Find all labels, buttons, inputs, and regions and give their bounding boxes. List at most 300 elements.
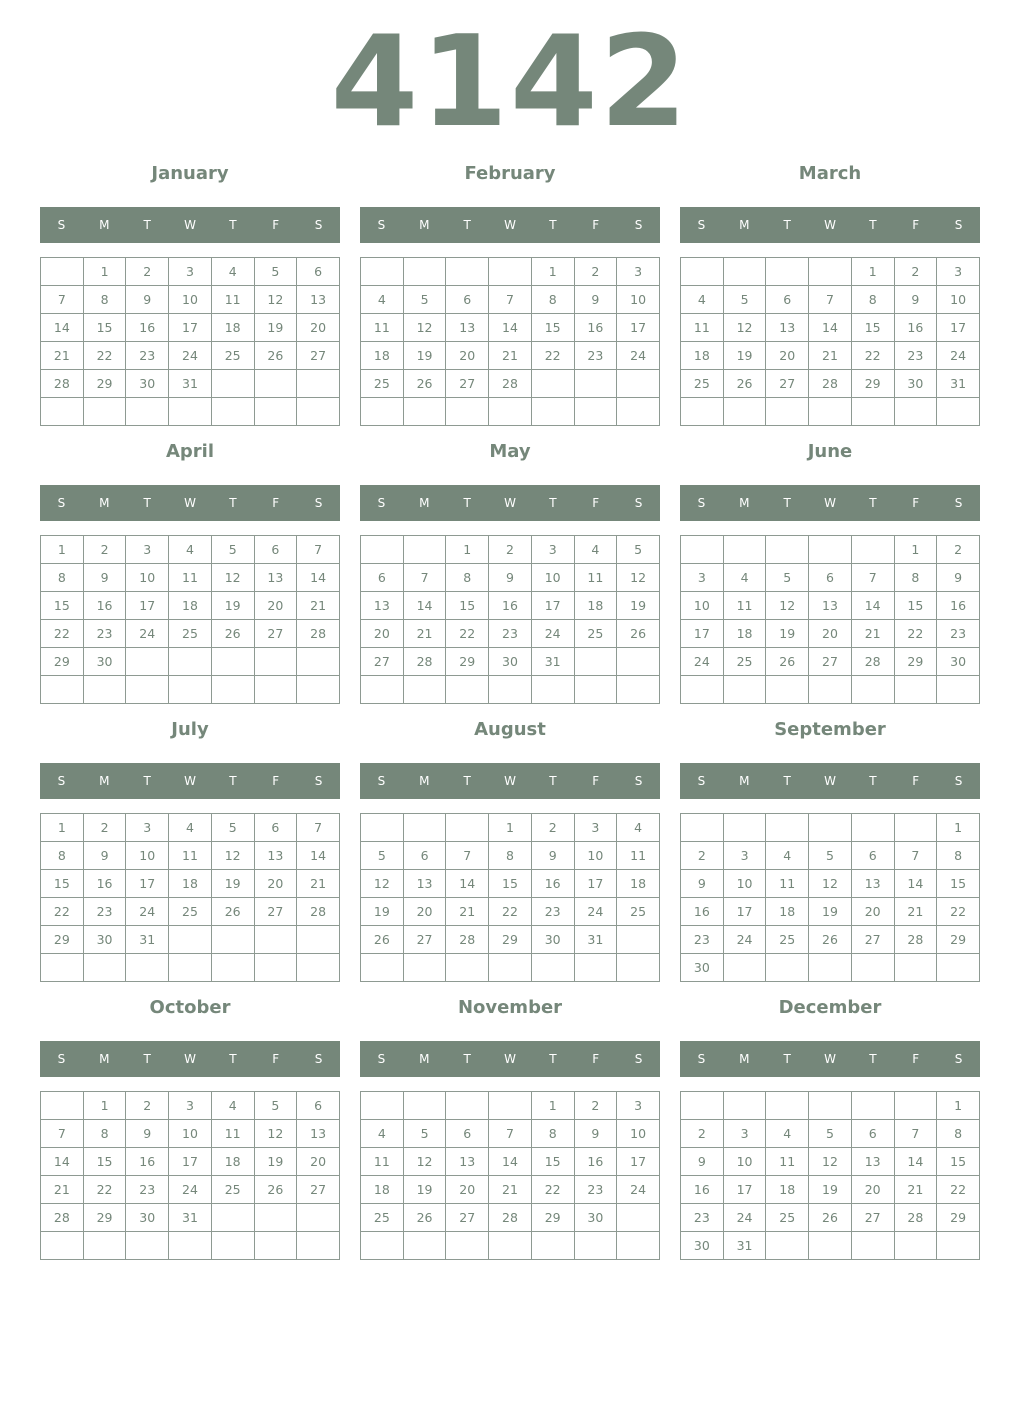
weekday-header: F <box>272 496 280 510</box>
week-row <box>41 1176 340 1204</box>
week-row <box>681 536 980 564</box>
weekday-header: S <box>697 774 706 788</box>
week-row <box>361 1120 660 1148</box>
empty-day-cell <box>361 954 404 982</box>
day-cell: 29 <box>446 648 489 676</box>
day-cell: 4 <box>681 286 724 314</box>
empty-day-cell <box>851 536 894 564</box>
day-cell: 2 <box>894 258 937 286</box>
day-cell: 15 <box>531 314 574 342</box>
day-cell: 25 <box>723 648 766 676</box>
day-cell: 24 <box>169 342 212 370</box>
day-cell: 7 <box>297 536 340 564</box>
day-cell: 27 <box>809 648 852 676</box>
day-cell: 10 <box>169 1120 212 1148</box>
week-row <box>41 342 340 370</box>
weekday-header: S <box>697 496 706 510</box>
day-cell: 12 <box>617 564 660 592</box>
day-cell: 28 <box>403 648 446 676</box>
weekday-header: M <box>99 496 110 510</box>
day-cell: 7 <box>894 842 937 870</box>
day-cell: 12 <box>211 564 254 592</box>
day-cell: 11 <box>361 1148 404 1176</box>
weekday-header: S <box>314 496 323 510</box>
day-cell: 10 <box>617 286 660 314</box>
day-cell: 21 <box>297 592 340 620</box>
weekday-header: T <box>783 218 791 232</box>
week-row <box>361 564 660 592</box>
day-cell: 3 <box>169 1092 212 1120</box>
week-row <box>41 1092 340 1120</box>
day-cell: 31 <box>169 370 212 398</box>
day-cell: 17 <box>574 870 617 898</box>
weekday-header: T <box>463 774 471 788</box>
day-cell: 19 <box>809 898 852 926</box>
day-cell: 7 <box>851 564 894 592</box>
month-name: May <box>489 441 531 462</box>
day-cell: 18 <box>766 1176 809 1204</box>
day-cell: 1 <box>83 258 126 286</box>
day-cell: 23 <box>126 1176 169 1204</box>
empty-day-cell <box>531 398 574 426</box>
day-cell: 4 <box>211 258 254 286</box>
day-cell: 7 <box>489 286 532 314</box>
weekday-header: T <box>783 1052 791 1066</box>
empty-day-cell <box>446 398 489 426</box>
day-cell: 9 <box>574 1120 617 1148</box>
weekday-header: T <box>869 774 877 788</box>
weekday-header-row <box>680 207 980 243</box>
day-grid <box>360 813 660 982</box>
empty-day-cell <box>489 1232 532 1260</box>
weekday-header: S <box>57 218 66 232</box>
day-cell: 26 <box>254 1176 297 1204</box>
day-cell: 30 <box>894 370 937 398</box>
day-cell: 15 <box>489 870 532 898</box>
day-cell: 9 <box>126 1120 169 1148</box>
day-cell: 31 <box>574 926 617 954</box>
empty-day-cell <box>254 676 297 704</box>
day-cell: 11 <box>169 842 212 870</box>
day-cell: 3 <box>617 258 660 286</box>
day-cell: 25 <box>766 926 809 954</box>
weekday-header: F <box>912 1052 920 1066</box>
weekday-header: T <box>549 774 557 788</box>
weekday-header: M <box>419 774 430 788</box>
day-cell: 23 <box>681 926 724 954</box>
day-cell: 30 <box>681 954 724 982</box>
weekday-header: F <box>592 1052 600 1066</box>
day-cell: 31 <box>531 648 574 676</box>
day-cell: 25 <box>211 342 254 370</box>
empty-day-cell <box>361 258 404 286</box>
day-cell: 30 <box>574 1204 617 1232</box>
empty-day-cell <box>211 926 254 954</box>
day-cell: 26 <box>617 620 660 648</box>
day-cell: 16 <box>681 898 724 926</box>
empty-day-cell <box>809 1092 852 1120</box>
day-cell: 20 <box>851 898 894 926</box>
weekday-header: S <box>377 496 386 510</box>
empty-day-cell <box>681 258 724 286</box>
empty-day-cell <box>254 954 297 982</box>
week-row <box>361 870 660 898</box>
empty-day-cell <box>617 676 660 704</box>
empty-day-cell <box>126 1232 169 1260</box>
empty-day-cell <box>809 258 852 286</box>
day-cell: 19 <box>211 870 254 898</box>
empty-day-cell <box>723 398 766 426</box>
empty-day-cell <box>489 954 532 982</box>
empty-day-cell <box>766 814 809 842</box>
weekday-header: T <box>549 218 557 232</box>
day-cell: 18 <box>574 592 617 620</box>
day-cell: 11 <box>681 314 724 342</box>
empty-day-cell <box>169 1232 212 1260</box>
empty-day-cell <box>766 1092 809 1120</box>
weekday-header-row <box>40 485 340 521</box>
weekday-header: M <box>99 1052 110 1066</box>
day-cell: 24 <box>126 898 169 926</box>
weekday-header: M <box>419 218 430 232</box>
empty-day-cell <box>809 954 852 982</box>
day-cell: 2 <box>531 814 574 842</box>
weekday-header: S <box>697 1052 706 1066</box>
empty-day-cell <box>41 1092 84 1120</box>
day-cell: 13 <box>403 870 446 898</box>
empty-day-cell <box>937 954 980 982</box>
day-cell: 20 <box>254 592 297 620</box>
weekday-header: S <box>634 1052 643 1066</box>
weekday-header: S <box>954 774 963 788</box>
empty-day-cell <box>574 648 617 676</box>
empty-day-cell <box>361 676 404 704</box>
day-cell: 25 <box>574 620 617 648</box>
week-row <box>41 870 340 898</box>
day-cell: 15 <box>41 592 84 620</box>
day-cell: 1 <box>446 536 489 564</box>
day-cell: 12 <box>403 1148 446 1176</box>
day-cell: 10 <box>126 564 169 592</box>
day-cell: 19 <box>361 898 404 926</box>
day-cell: 15 <box>83 1148 126 1176</box>
day-cell: 10 <box>531 564 574 592</box>
month-february <box>360 160 660 428</box>
week-row <box>681 286 980 314</box>
empty-day-cell <box>297 954 340 982</box>
week-row <box>681 398 980 426</box>
weekday-header: F <box>592 774 600 788</box>
day-cell: 29 <box>937 1204 980 1232</box>
day-cell: 12 <box>254 1120 297 1148</box>
day-cell: 13 <box>297 286 340 314</box>
empty-day-cell <box>489 1092 532 1120</box>
week-row <box>681 1204 980 1232</box>
day-cell: 17 <box>723 1176 766 1204</box>
day-cell: 9 <box>681 870 724 898</box>
day-cell: 18 <box>169 870 212 898</box>
weekday-header: T <box>143 774 151 788</box>
empty-day-cell <box>531 370 574 398</box>
week-row <box>361 258 660 286</box>
day-cell: 25 <box>361 1204 404 1232</box>
day-cell: 30 <box>681 1232 724 1260</box>
empty-day-cell <box>681 398 724 426</box>
weekday-header: M <box>419 1052 430 1066</box>
empty-day-cell <box>851 814 894 842</box>
week-row <box>41 536 340 564</box>
week-row <box>361 370 660 398</box>
empty-day-cell <box>531 676 574 704</box>
day-cell: 13 <box>254 564 297 592</box>
weekday-header: W <box>504 218 516 232</box>
day-cell: 8 <box>489 842 532 870</box>
empty-day-cell <box>403 676 446 704</box>
day-cell: 14 <box>851 592 894 620</box>
day-cell: 15 <box>446 592 489 620</box>
empty-day-cell <box>403 954 446 982</box>
empty-day-cell <box>851 954 894 982</box>
empty-day-cell <box>169 676 212 704</box>
week-row <box>681 620 980 648</box>
weekday-header: T <box>143 218 151 232</box>
day-cell: 23 <box>83 898 126 926</box>
day-cell: 21 <box>446 898 489 926</box>
empty-day-cell <box>617 398 660 426</box>
day-grid <box>680 257 980 426</box>
day-cell: 9 <box>83 564 126 592</box>
day-cell: 13 <box>297 1120 340 1148</box>
day-cell: 18 <box>766 898 809 926</box>
month-name: December <box>778 997 882 1018</box>
empty-day-cell <box>446 676 489 704</box>
weekday-header: S <box>954 496 963 510</box>
day-cell: 27 <box>446 1204 489 1232</box>
day-cell: 28 <box>809 370 852 398</box>
empty-day-cell <box>574 676 617 704</box>
day-cell: 17 <box>617 1148 660 1176</box>
weekday-header: W <box>184 774 196 788</box>
day-cell: 29 <box>41 648 84 676</box>
day-cell: 25 <box>169 620 212 648</box>
day-cell: 25 <box>766 1204 809 1232</box>
day-cell: 2 <box>937 536 980 564</box>
empty-day-cell <box>297 1204 340 1232</box>
day-cell: 21 <box>851 620 894 648</box>
day-cell: 19 <box>211 592 254 620</box>
day-cell: 17 <box>723 898 766 926</box>
weekday-header: M <box>739 774 750 788</box>
empty-day-cell <box>403 1232 446 1260</box>
empty-day-cell <box>403 814 446 842</box>
empty-day-cell <box>681 814 724 842</box>
empty-day-cell <box>83 676 126 704</box>
day-cell: 3 <box>617 1092 660 1120</box>
day-cell: 19 <box>403 342 446 370</box>
weekday-header: T <box>869 218 877 232</box>
day-cell: 12 <box>254 286 297 314</box>
weekday-header: F <box>592 496 600 510</box>
day-cell: 13 <box>446 1148 489 1176</box>
empty-day-cell <box>489 258 532 286</box>
empty-day-cell <box>937 398 980 426</box>
day-cell: 30 <box>83 926 126 954</box>
day-cell: 3 <box>531 536 574 564</box>
week-row <box>681 370 980 398</box>
day-cell: 12 <box>211 842 254 870</box>
day-cell: 1 <box>83 1092 126 1120</box>
empty-day-cell <box>297 648 340 676</box>
week-row <box>361 1204 660 1232</box>
empty-day-cell <box>211 398 254 426</box>
day-cell: 23 <box>531 898 574 926</box>
week-row <box>41 676 340 704</box>
weekday-header: W <box>824 218 836 232</box>
weekday-header: F <box>912 218 920 232</box>
weekday-header: S <box>57 1052 66 1066</box>
empty-day-cell <box>894 1232 937 1260</box>
empty-day-cell <box>361 536 404 564</box>
weekday-header: S <box>634 774 643 788</box>
day-cell: 11 <box>211 286 254 314</box>
month-july <box>40 716 340 984</box>
empty-day-cell <box>126 398 169 426</box>
day-cell: 21 <box>489 1176 532 1204</box>
day-cell: 18 <box>169 592 212 620</box>
day-cell: 22 <box>83 342 126 370</box>
day-cell: 1 <box>937 1092 980 1120</box>
weekday-header-row <box>680 763 980 799</box>
week-row <box>361 536 660 564</box>
empty-day-cell <box>446 258 489 286</box>
day-cell: 27 <box>361 648 404 676</box>
empty-day-cell <box>766 536 809 564</box>
empty-day-cell <box>211 1232 254 1260</box>
day-cell: 6 <box>403 842 446 870</box>
weekday-header: T <box>229 774 237 788</box>
week-row <box>681 1148 980 1176</box>
day-grid <box>360 535 660 704</box>
week-row <box>681 814 980 842</box>
week-row <box>681 954 980 982</box>
day-cell: 2 <box>83 814 126 842</box>
month-name: March <box>798 163 862 184</box>
day-cell: 6 <box>851 1120 894 1148</box>
empty-day-cell <box>297 926 340 954</box>
day-cell: 3 <box>937 258 980 286</box>
day-cell: 20 <box>403 898 446 926</box>
day-cell: 16 <box>126 314 169 342</box>
day-cell: 2 <box>574 258 617 286</box>
empty-day-cell <box>617 1204 660 1232</box>
day-cell: 22 <box>937 898 980 926</box>
day-cell: 15 <box>894 592 937 620</box>
empty-day-cell <box>41 954 84 982</box>
day-cell: 28 <box>489 1204 532 1232</box>
empty-day-cell <box>489 398 532 426</box>
empty-day-cell <box>254 1204 297 1232</box>
day-cell: 20 <box>361 620 404 648</box>
month-august <box>360 716 660 984</box>
week-row <box>361 342 660 370</box>
empty-day-cell <box>446 954 489 982</box>
day-cell: 23 <box>83 620 126 648</box>
empty-day-cell <box>809 536 852 564</box>
day-cell: 31 <box>937 370 980 398</box>
day-cell: 21 <box>809 342 852 370</box>
day-cell: 13 <box>361 592 404 620</box>
day-cell: 10 <box>617 1120 660 1148</box>
week-row <box>361 676 660 704</box>
day-cell: 16 <box>83 592 126 620</box>
day-cell: 5 <box>723 286 766 314</box>
day-cell: 8 <box>83 286 126 314</box>
weekday-header: W <box>824 774 836 788</box>
week-row <box>361 398 660 426</box>
day-grid <box>680 535 980 704</box>
empty-day-cell <box>894 1092 937 1120</box>
day-cell: 26 <box>403 1204 446 1232</box>
week-row <box>681 314 980 342</box>
week-row <box>361 1092 660 1120</box>
day-cell: 4 <box>617 814 660 842</box>
day-cell: 10 <box>574 842 617 870</box>
day-cell: 28 <box>446 926 489 954</box>
day-cell: 19 <box>809 1176 852 1204</box>
day-cell: 29 <box>83 370 126 398</box>
weekday-header-row <box>40 1041 340 1077</box>
month-name: November <box>457 997 563 1018</box>
empty-day-cell <box>809 676 852 704</box>
day-cell: 2 <box>126 258 169 286</box>
week-row <box>41 926 340 954</box>
weekday-header: W <box>824 496 836 510</box>
day-cell: 24 <box>169 1176 212 1204</box>
day-cell: 10 <box>681 592 724 620</box>
day-cell: 8 <box>531 1120 574 1148</box>
weekday-header: W <box>184 1052 196 1066</box>
month-name: September <box>774 719 886 740</box>
day-cell: 27 <box>297 342 340 370</box>
day-cell: 1 <box>41 814 84 842</box>
weekday-header: F <box>272 1052 280 1066</box>
empty-day-cell <box>211 648 254 676</box>
day-cell: 12 <box>403 314 446 342</box>
day-cell: 26 <box>211 898 254 926</box>
empty-day-cell <box>574 954 617 982</box>
month-june <box>680 438 980 706</box>
day-cell: 26 <box>723 370 766 398</box>
day-cell: 5 <box>211 536 254 564</box>
day-cell: 14 <box>403 592 446 620</box>
weekday-header: T <box>143 496 151 510</box>
day-cell: 4 <box>361 286 404 314</box>
empty-day-cell <box>723 1092 766 1120</box>
empty-day-cell <box>361 1092 404 1120</box>
day-cell: 27 <box>851 1204 894 1232</box>
day-cell: 5 <box>809 1120 852 1148</box>
day-cell: 24 <box>531 620 574 648</box>
weekday-header: S <box>314 1052 323 1066</box>
empty-day-cell <box>41 258 84 286</box>
day-cell: 29 <box>851 370 894 398</box>
day-cell: 18 <box>361 342 404 370</box>
weekday-header: T <box>229 496 237 510</box>
week-row <box>681 648 980 676</box>
weekday-header: F <box>272 774 280 788</box>
day-cell: 6 <box>809 564 852 592</box>
day-cell: 21 <box>41 342 84 370</box>
